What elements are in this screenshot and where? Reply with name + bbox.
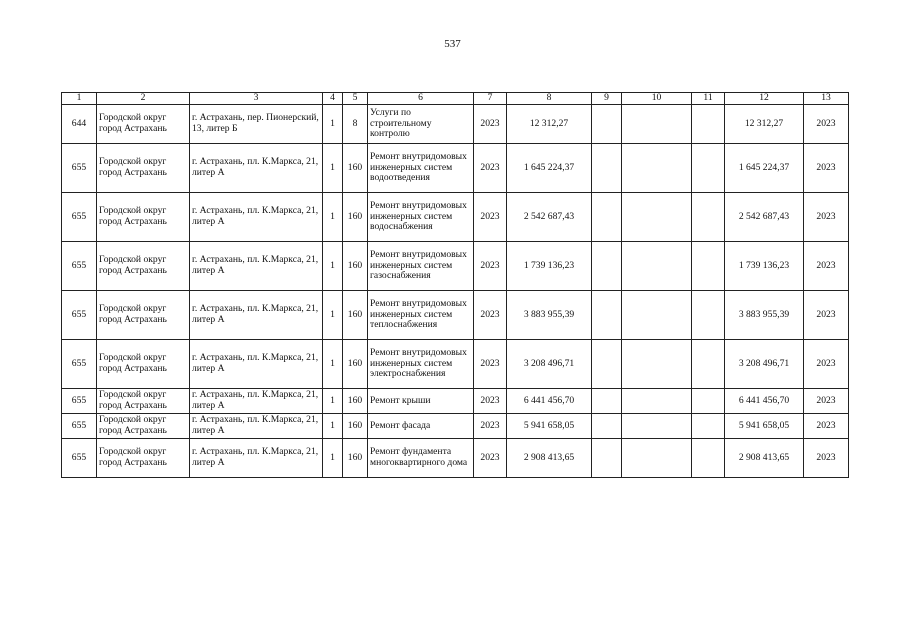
column-header-7: 7 [474,93,507,105]
completion-year-cell: 2023 [804,105,849,144]
column-header-4: 4 [323,93,343,105]
amount-cell: 2 542 687,43 [507,193,592,242]
row-number-cell: 655 [62,193,97,242]
municipality-cell: Городской округ город Астрахань [97,193,190,242]
year-cell: 2023 [474,389,507,414]
row-number-cell: 644 [62,105,97,144]
work-type-cell: Ремонт внутридомовых инженерных систем газоснабжения [368,242,474,291]
work-type-cell: Ремонт внутридомовых инженерных систем водоснабжения [368,193,474,242]
year-cell: 2023 [474,439,507,478]
total-cell: 12 312,27 [725,105,804,144]
work-type-cell: Ремонт фундамента многоквартирного дома [368,439,474,478]
col4-cell: 1 [323,193,343,242]
header-row [62,93,849,105]
col5-cell: 160 [343,414,368,439]
amount-cell: 1 739 136,23 [507,242,592,291]
col5-cell: 160 [343,193,368,242]
col10-cell [622,105,692,144]
col11-cell [692,242,725,291]
table-row [62,144,849,193]
table-row [62,340,849,389]
column-header-10: 10 [622,93,692,105]
column-header-5: 5 [343,93,368,105]
total-cell: 2 542 687,43 [725,193,804,242]
completion-year-cell: 2023 [804,144,849,193]
col9-cell [592,414,622,439]
column-header-1: 1 [62,93,97,105]
col10-cell [622,389,692,414]
year-cell: 2023 [474,414,507,439]
col5-cell: 8 [343,105,368,144]
col10-cell [622,242,692,291]
year-cell: 2023 [474,105,507,144]
page-number: 537 [444,38,461,50]
column-header-6: 6 [368,93,474,105]
column-header-12: 12 [725,93,804,105]
table-row [62,105,849,144]
col5-cell: 160 [343,439,368,478]
column-header-11: 11 [692,93,725,105]
table-row [62,439,849,478]
municipality-cell: Городской округ город Астрахань [97,291,190,340]
works-table [61,92,849,478]
row-number-cell: 655 [62,414,97,439]
col11-cell [692,439,725,478]
col5-cell: 160 [343,340,368,389]
amount-cell: 12 312,27 [507,105,592,144]
address-cell: г. Астрахань, пл. К.Маркса, 21, литер А [190,439,323,478]
address-cell: г. Астрахань, пер. Пионерский, 13, литер Б [190,105,323,144]
table-row [62,389,849,414]
col11-cell [692,105,725,144]
col11-cell [692,340,725,389]
col5-cell: 160 [343,291,368,340]
amount-cell: 3 883 955,39 [507,291,592,340]
address-cell: г. Астрахань, пл. К.Маркса, 21, литер А [190,144,323,193]
col9-cell [592,389,622,414]
col9-cell [592,439,622,478]
col5-cell: 160 [343,144,368,193]
address-cell: г. Астрахань, пл. К.Маркса, 21, литер А [190,340,323,389]
col4-cell: 1 [323,105,343,144]
column-header-3: 3 [190,93,323,105]
amount-cell: 6 441 456,70 [507,389,592,414]
completion-year-cell: 2023 [804,389,849,414]
col4-cell: 1 [323,144,343,193]
col4-cell: 1 [323,340,343,389]
year-cell: 2023 [474,242,507,291]
col10-cell [622,414,692,439]
col10-cell [622,340,692,389]
total-cell: 1 739 136,23 [725,242,804,291]
address-cell: г. Астрахань, пл. К.Маркса, 21, литер А [190,193,323,242]
municipality-cell: Городской округ город Астрахань [97,340,190,389]
amount-cell: 3 208 496,71 [507,340,592,389]
col9-cell [592,340,622,389]
year-cell: 2023 [474,144,507,193]
col10-cell [622,291,692,340]
col4-cell: 1 [323,291,343,340]
row-number-cell: 655 [62,340,97,389]
table-row [62,291,849,340]
col10-cell [622,144,692,193]
year-cell: 2023 [474,291,507,340]
municipality-cell: Городской округ город Астрахань [97,414,190,439]
work-type-cell: Услуги по строительному контролю [368,105,474,144]
row-number-cell: 655 [62,439,97,478]
col9-cell [592,242,622,291]
col4-cell: 1 [323,242,343,291]
col10-cell [622,439,692,478]
address-cell: г. Астрахань, пл. К.Маркса, 21, литер А [190,291,323,340]
row-number-cell: 655 [62,291,97,340]
col11-cell [692,193,725,242]
work-type-cell: Ремонт внутридомовых инженерных систем водоотведения [368,144,474,193]
col9-cell [592,144,622,193]
work-type-cell: Ремонт крыши [368,389,474,414]
total-cell: 3 883 955,39 [725,291,804,340]
completion-year-cell: 2023 [804,439,849,478]
col9-cell [592,291,622,340]
work-type-cell: Ремонт внутридомовых инженерных систем теплоснабжения [368,291,474,340]
work-type-cell: Ремонт внутридомовых инженерных систем электроснабжения [368,340,474,389]
municipality-cell: Городской округ город Астрахань [97,105,190,144]
completion-year-cell: 2023 [804,340,849,389]
col9-cell [592,193,622,242]
col4-cell: 1 [323,439,343,478]
col10-cell [622,193,692,242]
total-cell: 2 908 413,65 [725,439,804,478]
address-cell: г. Астрахань, пл. К.Маркса, 21, литер А [190,242,323,291]
row-number-cell: 655 [62,242,97,291]
column-header-2: 2 [97,93,190,105]
amount-cell: 2 908 413,65 [507,439,592,478]
col5-cell: 160 [343,389,368,414]
year-cell: 2023 [474,340,507,389]
column-header-8: 8 [507,93,592,105]
col11-cell [692,291,725,340]
table-row [62,193,849,242]
address-cell: г. Астрахань, пл. К.Маркса, 21, литер А [190,414,323,439]
municipality-cell: Городской округ город Астрахань [97,242,190,291]
year-cell: 2023 [474,193,507,242]
column-header-13: 13 [804,93,849,105]
table-row [62,414,849,439]
amount-cell: 5 941 658,05 [507,414,592,439]
col11-cell [692,389,725,414]
completion-year-cell: 2023 [804,414,849,439]
total-cell: 5 941 658,05 [725,414,804,439]
total-cell: 1 645 224,37 [725,144,804,193]
work-type-cell: Ремонт фасада [368,414,474,439]
amount-cell: 1 645 224,37 [507,144,592,193]
col4-cell: 1 [323,389,343,414]
row-number-cell: 655 [62,144,97,193]
municipality-cell: Городской округ город Астрахань [97,439,190,478]
column-header-9: 9 [592,93,622,105]
total-cell: 3 208 496,71 [725,340,804,389]
address-cell: г. Астрахань, пл. К.Маркса, 21, литер А [190,389,323,414]
municipality-cell: Городской округ город Астрахань [97,144,190,193]
completion-year-cell: 2023 [804,291,849,340]
col5-cell: 160 [343,242,368,291]
table-row [62,242,849,291]
completion-year-cell: 2023 [804,193,849,242]
col11-cell [692,414,725,439]
completion-year-cell: 2023 [804,242,849,291]
col11-cell [692,144,725,193]
municipality-cell: Городской округ город Астрахань [97,389,190,414]
total-cell: 6 441 456,70 [725,389,804,414]
col9-cell [592,105,622,144]
col4-cell: 1 [323,414,343,439]
row-number-cell: 655 [62,389,97,414]
